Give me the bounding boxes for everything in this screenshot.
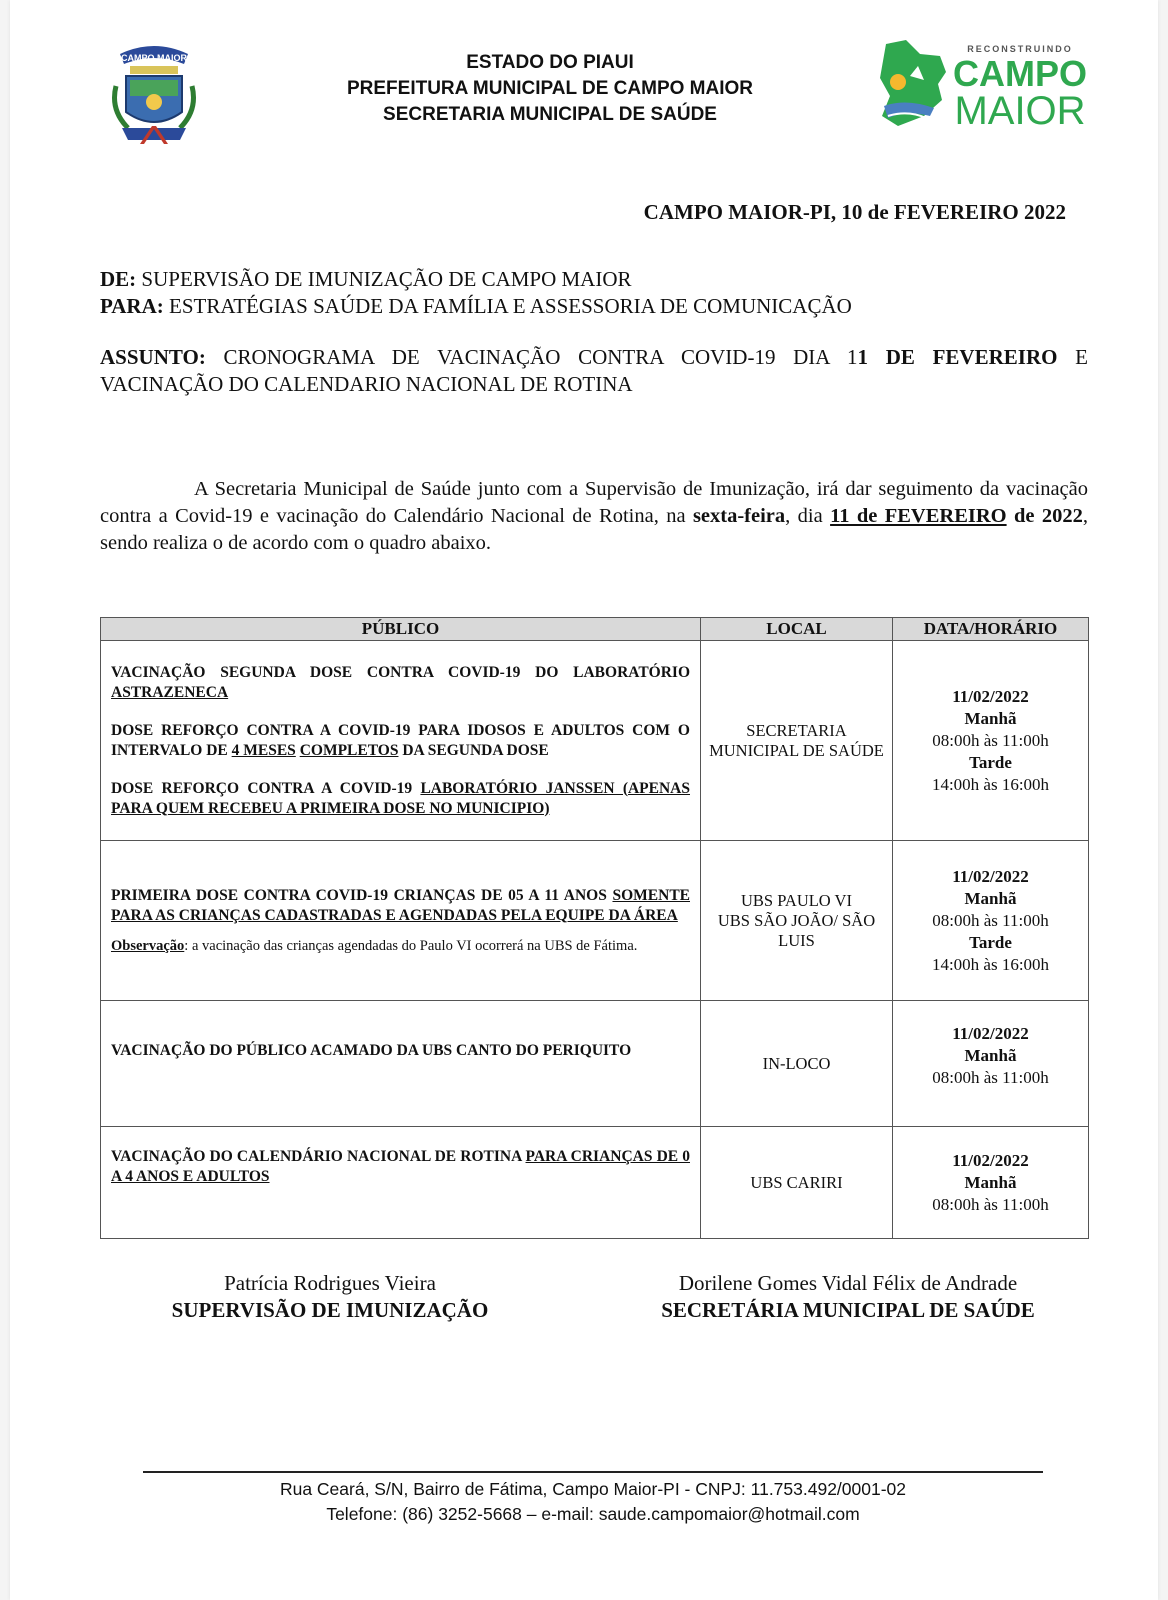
row3-datetime: 11/02/2022 Manhã 08:00h às 11:00h [893,1001,1089,1127]
footer-contact: Telefone: (86) 3252-5668 – e-mail: saude.campomaior@hotmail.com [326,1504,860,1524]
row1-datetime: 11/02/2022 Manhã 08:00h às 11:00h Tarde 14:00h às 16:00h [893,641,1089,841]
row4-public: VACINAÇÃO DO CALENDÁRIO NACIONAL DE ROTINA PARA CRIANÇAS DE 0 A 4 ANOS E ADULTOS [101,1127,701,1239]
vaccination-schedule-table [100,617,1089,1239]
memo-subject: ASSUNTO: CRONOGRAMA DE VACINAÇÃO CONTRA COVID-19 DIA 11 DE FEVEREIRO E VACINAÇÃO DO CALENDARIO NACIONAL DE ROTINA [100,345,1088,396]
memo-from: DE: SUPERVISÃO DE IMUNIZAÇÃO DE CAMPO MAIOR [100,267,632,291]
document-date: CAMPO MAIOR-PI, 10 de FEVEREIRO 2022 [643,200,1066,224]
municipal-crest-icon [108,36,200,146]
footer-divider [143,1471,1043,1473]
signature-name: Dorilene Gomes Vidal Félix de Andrade [678,1271,1018,1295]
campo-maior-logo-icon [876,36,1098,132]
header-local: LOCAL [701,618,893,641]
footer-address: Rua Ceará, S/N, Bairro de Fátima, Campo Maior-PI - CNPJ: 11.753.492/0001-02 [279,1479,907,1499]
row3-local: IN-LOCO [701,1001,893,1127]
table-row [101,1127,1089,1239]
department-name: SECRETARIA MUNICIPAL DE SAÚDE [383,104,717,125]
header-publico: PÚBLICO [101,618,701,641]
document-page [10,0,1158,1600]
signature-name: Patrícia Rodrigues Vieira [224,1271,436,1295]
signature-role: SUPERVISÃO DE IMUNIZAÇÃO [171,1298,489,1322]
logo-word-maior: MAIOR [954,89,1086,132]
table-row [101,841,1089,1001]
body-paragraph: A Secretaria Municipal de Saúde junto com a Supervisão de Imunização, irá dar seguimento da vacinação contra a Covid-19 e vacinação do Calendário Nacional de Rotina, na sexta-feira, dia 11 de FEVEREIRO de 2022, sendo realiza o de acordo com o quadro abaixo. [100,478,1088,554]
city-hall-name: PREFEITURA MUNICIPAL DE CAMPO MAIOR [346,78,754,99]
row4-datetime: 11/02/2022 Manhã 08:00h às 11:00h [893,1127,1089,1239]
table-row [101,1001,1089,1127]
row3-public: VACINAÇÃO DO PÚBLICO ACAMADO DA UBS CANTO DO PERIQUITO [101,1001,701,1127]
row1-public: VACINAÇÃO SEGUNDA DOSE CONTRA COVID-19 DO LABORATÓRIO ASTRAZENECA DOSE REFORÇO CONTRA A COVID-19 PARA IDOSOS E ADULTOS COM O INTERVALO DE 4 MESES COMPLETOS DA SEGUNDA DOSE DOSE REFORÇO CONTRA A COVID-19 LABORATÓRIO JANSSEN (APENAS PARA QUEM RECEBEU A PRIMEIRA DOSE NO MUNICIPIO) [101,641,701,841]
row4-local: UBS CARIRI [701,1127,893,1239]
footer [143,1477,1043,1527]
signature-secretary [618,1270,1078,1324]
header-data-horario: DATA/HORÁRIO [893,618,1089,641]
memo-header [100,266,1088,320]
memo-to: PARA: ESTRATÉGIAS SAÚDE DA FAMÍLIA E ASSESSORIA DE COMUNICAÇÃO [100,294,852,318]
row2-datetime: 11/02/2022 Manhã 08:00h às 11:00h Tarde 14:00h às 16:00h [893,841,1089,1001]
state-name: ESTADO DO PIAUI [466,52,634,73]
crest-banner-text: CAMPO MAIOR [121,53,187,63]
table-header-row [101,618,1089,641]
letterhead [270,50,830,128]
logo-tagline: RECONSTRUINDO [967,44,1073,54]
signature-role: SECRETÁRIA MUNICIPAL DE SAÚDE [661,1298,1035,1322]
row2-public: PRIMEIRA DOSE CONTRA COVID-19 CRIANÇAS DE 05 A 11 ANOS SOMENTE PARA AS CRIANÇAS CADASTRADAS E AGENDADAS PELA EQUIPE DA ÁREA Observação: a vacinação das crianças agendadas do Paulo VI ocorrerá na UBS de Fátima. [101,841,701,1001]
row2-local: UBS PAULO VI UBS SÃO JOÃO/ SÃO LUIS [701,841,893,1001]
signature-supervisor [130,1270,530,1324]
table-row [101,641,1089,841]
row1-local: SECRETARIA MUNICIPAL DE SAÚDE [701,641,893,841]
logo-word-campo: CAMPO [953,53,1087,94]
